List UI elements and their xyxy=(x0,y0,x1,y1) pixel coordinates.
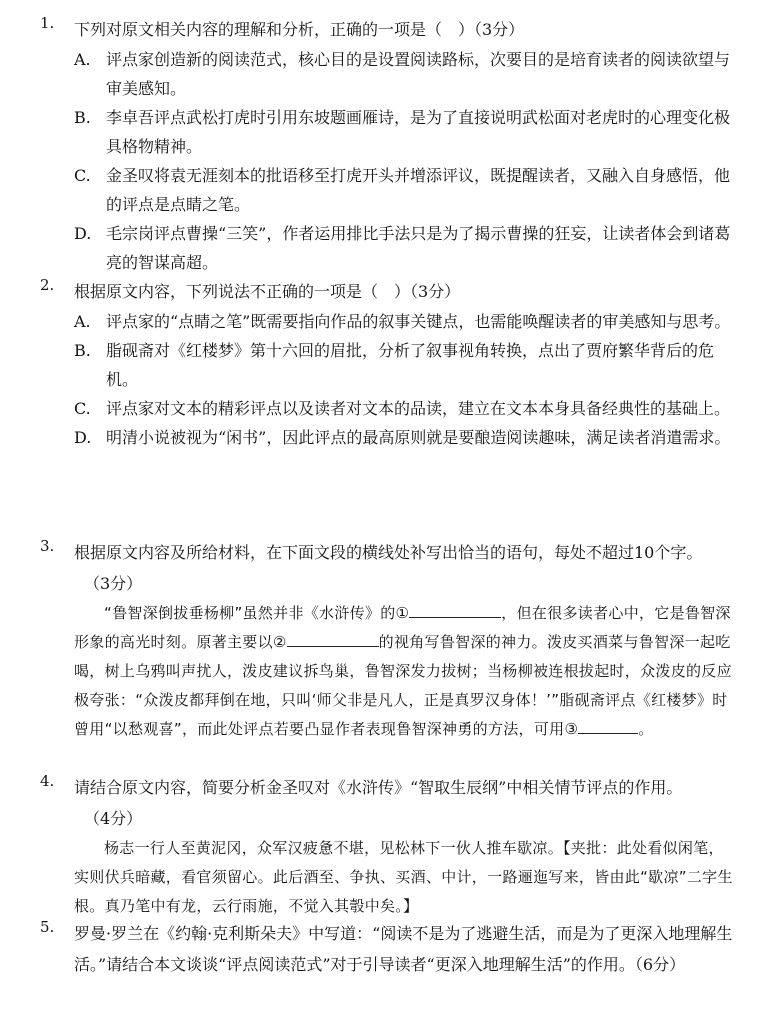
question-number: 4. xyxy=(40,772,55,790)
option-label: A. xyxy=(74,50,91,69)
option-label: C. xyxy=(74,399,91,418)
option-text: 李卓吾评点武松打虎时引用东坡题画雁诗，是为了直接说明武松面对老虎时的心理变化极具格物精神。 xyxy=(106,108,731,156)
question-stem: 下列对原文相关内容的理解和分析，正确的一项是（ ）（3分） xyxy=(74,20,525,39)
option-text: 明清小说被视为“闲书”，因此评点的最高原则就是要酿造阅读趣味，满足读者消遣需求。 xyxy=(106,428,731,447)
option-c xyxy=(74,161,733,219)
answer-blank-2[interactable] xyxy=(287,630,379,647)
answer-blank-1[interactable] xyxy=(409,601,501,618)
option-label: D. xyxy=(74,224,92,243)
option-text: 评点家创造新的阅读范式，核心目的是设置阅读路标，次要目的是培育读者的阅读欲望与审美感知。 xyxy=(106,50,731,98)
material-part-2: ，但在很多读者心中，它是鲁智深形象的高光时刻。原著主要以② xyxy=(74,604,731,651)
question-2 xyxy=(40,276,733,452)
option-label: B. xyxy=(74,108,91,127)
option-label: A. xyxy=(74,312,91,331)
answer-blank-3[interactable] xyxy=(578,717,638,734)
question-4 xyxy=(40,772,733,921)
question-stem: 根据原文内容，下列说法不正确的一项是（ ）（3分） xyxy=(74,282,461,301)
question-stem xyxy=(74,772,733,834)
question-stem-text: 请结合原文内容，简要分析金圣叹对《水浒传》“智取生辰纲”中相关情节评点的作用。 xyxy=(74,778,683,797)
option-a xyxy=(74,45,733,103)
question-5 xyxy=(40,918,733,980)
question-number: 3. xyxy=(40,537,55,555)
material-passage xyxy=(74,599,733,744)
option-b xyxy=(74,336,733,394)
option-text: 毛宗岗评点曹操“三笑”，作者运用排比手法只是为了揭示曹操的狂妄，让读者体会到诸葛亮的智谋高超。 xyxy=(106,224,731,272)
question-number: 5. xyxy=(40,918,55,936)
question-points: （3分） xyxy=(84,574,143,593)
option-label: B. xyxy=(74,341,91,360)
material-part-4: 。 xyxy=(638,720,654,738)
question-stem: 罗曼·罗兰在《约翰·克利斯朵夫》中写道：“阅读不是为了逃避生活，而是为了更深入地理解生活。”请结合本文谈谈“评点阅读范式”对于引导读者“更深入地理解生活”的作用。（6分） xyxy=(74,924,733,974)
option-d xyxy=(74,423,733,452)
question-3 xyxy=(40,537,733,744)
question-stem xyxy=(74,537,733,599)
question-number: 1. xyxy=(40,14,55,32)
question-number: 2. xyxy=(40,276,55,294)
material-part-1: “鲁智深倒拔垂杨柳”虽然并非《水浒传》的① xyxy=(104,604,410,622)
option-c xyxy=(74,394,733,423)
option-label: D. xyxy=(74,428,92,447)
option-text: 金圣叹将袁无涯刻本的批语移至打虎开头并增添评议，既提醒读者，又融入自身感悟，他的评点是点睛之笔。 xyxy=(106,166,731,214)
option-b xyxy=(74,103,733,161)
option-text: 脂砚斋对《红楼梦》第十六回的眉批，分析了叙事视角转换，点出了贾府繁华背后的危机。 xyxy=(106,341,715,389)
option-text: 评点家对文本的精彩评点以及读者对文本的品读，建立在文本本身具备经典性的基础上。 xyxy=(106,399,731,418)
material-passage: 杨志一行人至黄泥冈，众军汉疲惫不堪，见松林下一伙人推车歇凉。【夹批：此处看似闲笔，实则伏兵暗藏，看官须留心。此后酒至、争执、买酒、中计，一路逦迤写来，皆由此“歇凉”二字生根。真乃笔中有龙，云行雨施，不觉入其彀中矣。】 xyxy=(74,839,733,915)
question-stem-text: 根据原文内容及所给材料，在下面文段的横线处补写出恰当的语句，每处不超过10个字。 xyxy=(74,543,703,562)
option-label: C. xyxy=(74,166,91,185)
option-text: 评点家的“点睛之笔”既需要指向作品的叙事关键点，也需能唤醒读者的审美感知与思考。 xyxy=(106,312,731,331)
question-points: （4分） xyxy=(84,809,143,828)
material-part-3: 的视角写鲁智深的神力。泼皮买酒菜与鲁智深一起吃喝，树上乌鸦叫声扰人，泼皮建议拆鸟巢，鲁智深发力拔树；当杨柳被连根拔起时，众泼皮的反应极夸张：“众泼皮都拜倒在地，只叫‘师父非是凡人，正是真罗汉身体！’”脂砚斋评点《红楼梦》时曾用“以愁观喜”，而此处评点若要凸显作者表现鲁智深神勇的方法，可用③ xyxy=(74,633,732,738)
question-1 xyxy=(40,14,733,277)
option-d xyxy=(74,219,733,277)
option-a xyxy=(74,307,733,336)
